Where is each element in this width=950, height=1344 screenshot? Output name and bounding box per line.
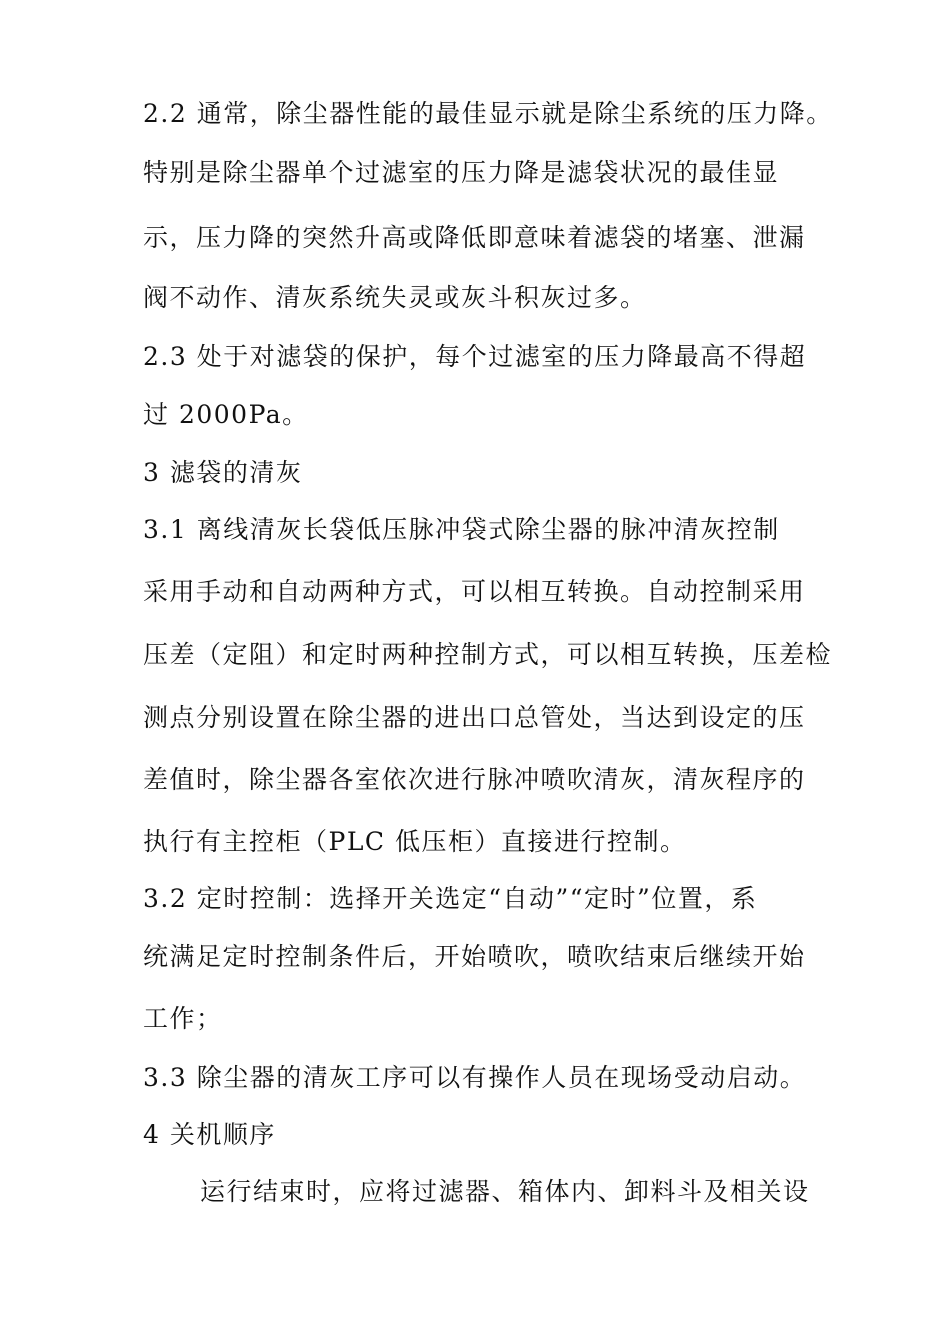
text-line: 特别是除尘器单个过滤室的压力降是滤袋状况的最佳显 (143, 158, 780, 187)
text-line: 2.3 处于对滤袋的保护，每个过滤室的压力降最高不得超 (143, 342, 807, 371)
text-line: 采用手动和自动两种方式，可以相互转换。自动控制采用 (143, 577, 806, 606)
text-line: 过 2000Pa。 (143, 400, 309, 429)
text-line: 运行结束时，应将过滤器、箱体内、卸料斗及相关设 (200, 1177, 810, 1206)
text-line: 3.2 定时控制：选择开关选定“自动”“定时”位置，系 (143, 884, 758, 913)
text-line: 2.2 通常，除尘器性能的最佳显示就是除尘系统的压力降。 (143, 99, 833, 128)
section-heading: 3 滤袋的清灰 (143, 458, 303, 487)
text-line: 统满足定时控制条件后，开始喷吹，喷吹结束后继续开始 (143, 942, 806, 971)
text-line: 3.3 除尘器的清灰工序可以有操作人员在现场受动启动。 (143, 1063, 807, 1092)
text-line: 3.1 离线清灰长袋低压脉冲袋式除尘器的脉冲清灰控制 (143, 515, 780, 544)
text-line: 执行有主控柜（PLC 低压柜）直接进行控制。 (143, 827, 687, 856)
section-heading: 4 关机顺序 (143, 1120, 276, 1149)
text-line: 示，压力降的突然升高或降低即意味着滤袋的堵塞、泄漏 (143, 223, 806, 252)
text-line: 工作； (143, 1004, 223, 1033)
text-line: 阀不动作、清灰系统失灵或灰斗积灰过多。 (143, 283, 647, 312)
text-line: 压差（定阻）和定时两种控制方式，可以相互转换，压差检 (143, 640, 833, 669)
text-line: 测点分别设置在除尘器的进出口总管处，当达到设定的压 (143, 703, 806, 732)
text-line: 差值时，除尘器各室依次进行脉冲喷吹清灰，清灰程序的 (143, 765, 806, 794)
